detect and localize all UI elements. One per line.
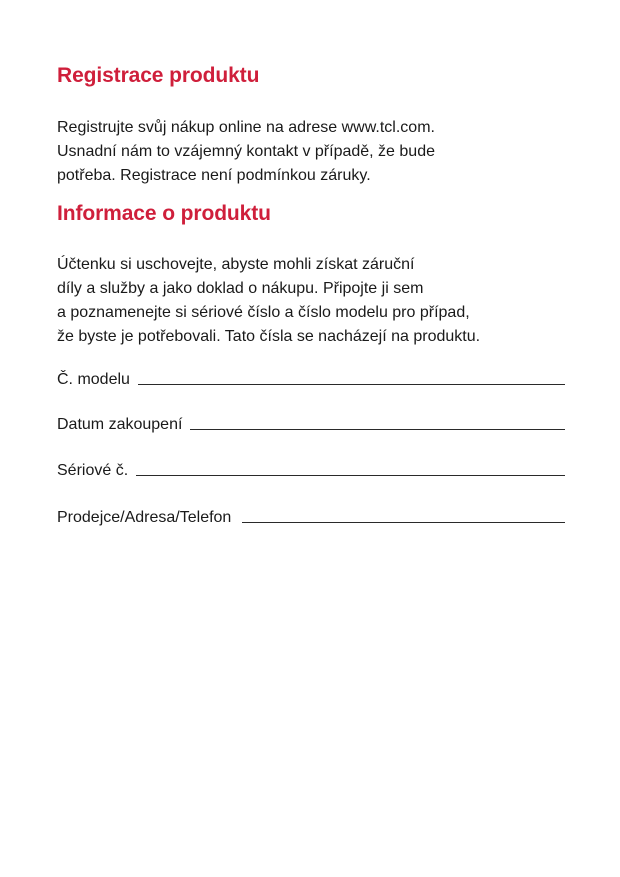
serial-number-label: Sériové č. bbox=[57, 462, 129, 479]
product-info-line: že byste je potřebovali. Tato čísla se nacházejí na produktu. bbox=[57, 328, 481, 345]
dealer-address-phone-label: Prodejce/Adresa/Telefon bbox=[57, 509, 232, 526]
model-number-label: Č. modelu bbox=[57, 371, 130, 388]
model-number-field bbox=[57, 367, 565, 389]
product-info-line: Účtenku si uschovejte, abyste mohli získat záruční bbox=[57, 256, 415, 273]
purchase-date-field bbox=[57, 412, 565, 434]
product-info-line: díly a služby a jako doklad o nákupu. Připojte ji sem bbox=[57, 280, 424, 297]
product-info-line: a poznamenejte si sériové číslo a číslo modelu pro případ, bbox=[57, 304, 470, 321]
product-info-paragraph bbox=[57, 253, 480, 349]
serial-number-field bbox=[57, 458, 565, 480]
registration-paragraph bbox=[57, 116, 435, 188]
purchase-date-label: Datum zakoupení bbox=[57, 416, 183, 433]
registration-line: Usnadní nám to vzájemný kontakt v případě, že bude bbox=[57, 143, 435, 160]
purchase-date-blank-line bbox=[190, 428, 565, 430]
registration-line: potřeba. Registrace není podmínkou záruky. bbox=[57, 167, 371, 184]
product-info-heading: Informace o produktu bbox=[57, 202, 271, 225]
registration-line: Registrujte svůj nákup online na adrese www.tcl.com. bbox=[57, 119, 435, 136]
dealer-address-phone-field bbox=[57, 505, 565, 527]
model-number-blank-line bbox=[138, 383, 565, 385]
dealer-address-phone-blank-line bbox=[242, 521, 565, 523]
registration-heading: Registrace produktu bbox=[57, 64, 260, 87]
serial-number-blank-line bbox=[136, 474, 565, 476]
